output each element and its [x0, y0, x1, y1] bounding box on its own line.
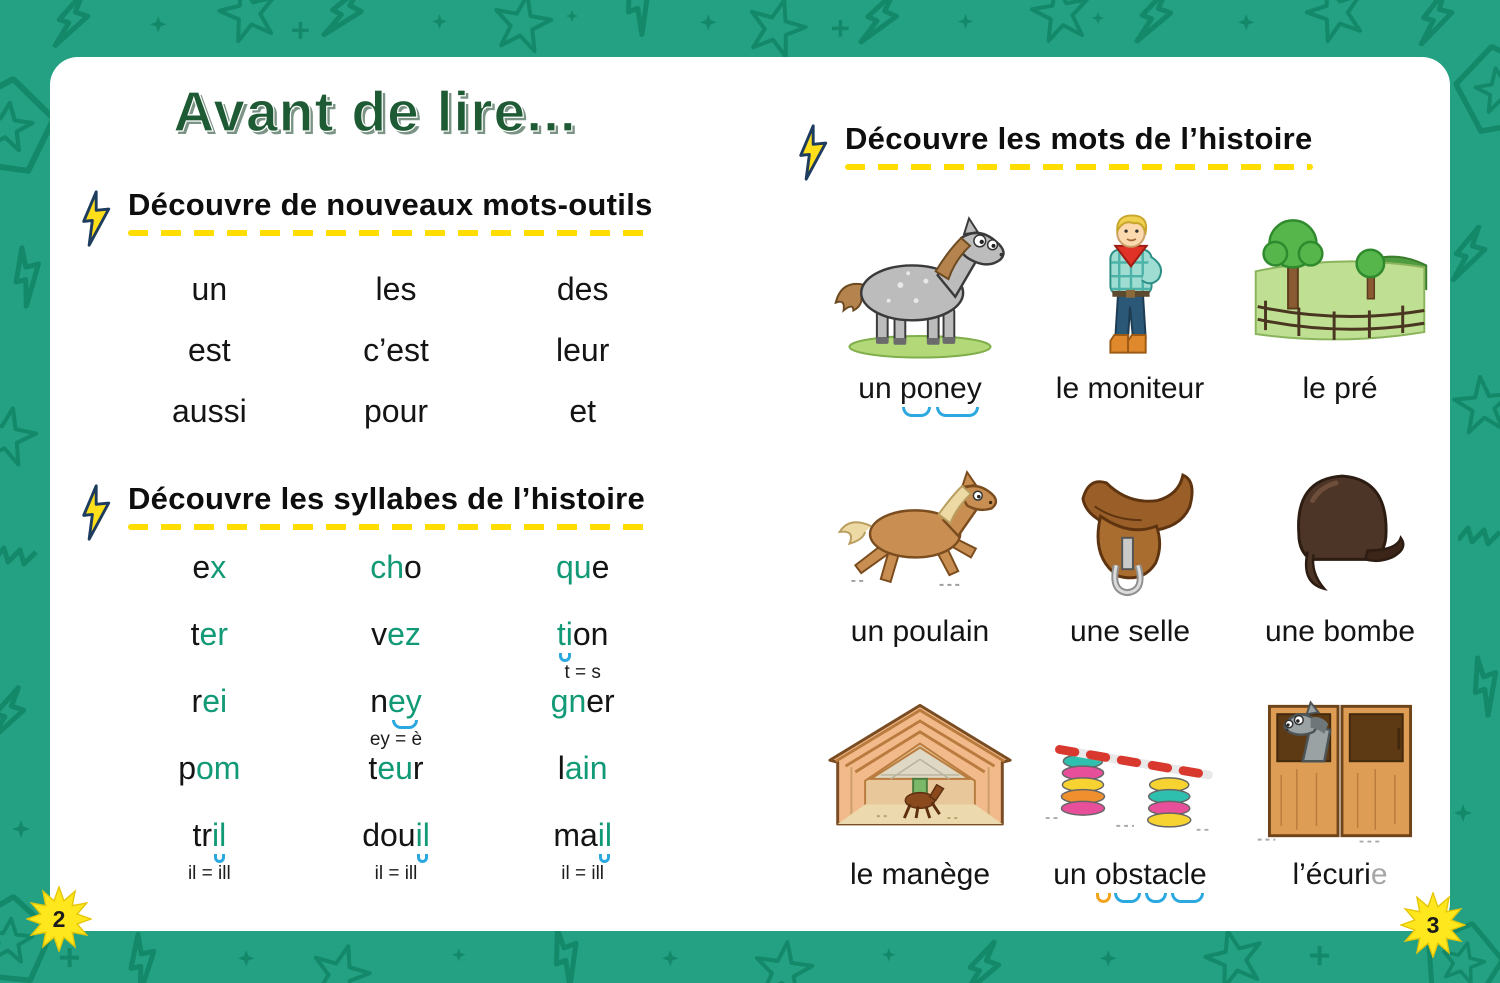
syllable: gner — [550, 683, 615, 719]
page-number-badge-left — [26, 886, 92, 952]
syllable-arc — [1145, 893, 1167, 903]
poulain-illustration — [822, 445, 1018, 613]
story-word-caption: le pré — [1302, 372, 1378, 405]
syllable: ney ey = è — [369, 683, 423, 750]
story-word-caption: une selle — [1069, 615, 1191, 648]
pre-illustration — [1242, 202, 1438, 370]
syllable: rei — [191, 683, 228, 719]
syllable: tril il = ill — [187, 817, 231, 884]
story-word-caption: l’écurie — [1292, 858, 1388, 891]
word-tool: un — [191, 271, 228, 307]
breve-mark — [599, 854, 610, 863]
syllable: mail il = ill — [553, 817, 612, 884]
syllable-arc — [936, 407, 979, 417]
syllable-note: ey = è — [369, 729, 423, 750]
word-tool: leur — [555, 332, 610, 368]
page-title: Avant de lire... — [173, 80, 577, 144]
section-heading-text: Découvre les syllabes de l’histoire — [128, 481, 646, 516]
syllable-note: il = ill — [187, 863, 231, 884]
breve-mark — [214, 854, 225, 863]
word-tool: c’est — [363, 332, 429, 368]
story-words-grid — [815, 173, 1445, 902]
story-word-card — [1025, 173, 1235, 416]
story-word-caption: un poulain — [850, 615, 990, 648]
story-word-card — [1025, 659, 1235, 902]
syllables-grid — [116, 549, 676, 884]
lightning-icon — [78, 483, 116, 543]
page-number: 2 — [52, 905, 66, 932]
word-tool: et — [569, 393, 596, 429]
obstacle-illustration — [1032, 688, 1228, 856]
section-heading-text: Découvre les mots de l’histoire — [845, 121, 1313, 156]
heading-underline — [845, 164, 1313, 170]
poney-illustration — [822, 202, 1018, 370]
story-word-caption: un o bs ta cle — [1053, 858, 1206, 902]
syllable-arc — [1114, 893, 1142, 903]
word-tool: les — [375, 271, 417, 307]
selle-illustration — [1032, 445, 1228, 613]
syllable: ex — [192, 549, 227, 585]
syllable: pom — [178, 750, 241, 786]
section-heading-text: Découvre de nouveaux mots-outils — [128, 187, 653, 222]
section-word-tools-heading — [78, 187, 653, 249]
story-word-card — [815, 173, 1025, 416]
syllable-note: il = ill — [561, 863, 605, 884]
syllable-arc — [1096, 893, 1111, 903]
word-tool: est — [187, 332, 231, 368]
word-tools-grid — [116, 271, 676, 433]
section-syllables-heading — [78, 481, 645, 543]
page-number-badge-right — [1400, 892, 1466, 958]
syllable: lain — [557, 750, 608, 786]
syllable: douil il = ill — [362, 817, 430, 884]
story-word-caption: le moniteur — [1055, 372, 1205, 405]
word-tool: des — [556, 271, 609, 307]
syllable-arc — [1171, 893, 1205, 903]
moniteur-illustration — [1032, 202, 1228, 370]
story-word-card — [1025, 416, 1235, 659]
syllable: cho — [370, 549, 422, 585]
story-word-caption: une bombe — [1264, 615, 1416, 648]
ecurie-illustration — [1242, 688, 1438, 856]
story-word-card — [1235, 173, 1445, 416]
story-word-card — [1235, 416, 1445, 659]
syllable: vez — [371, 616, 421, 652]
bombe-illustration — [1242, 445, 1438, 613]
syllable-note: t = s — [564, 662, 601, 683]
syllable-note: il = ill — [374, 863, 418, 884]
syllable: ter — [190, 616, 228, 652]
syllable: teur — [368, 750, 424, 786]
page-number: 3 — [1426, 911, 1440, 938]
book-spread — [50, 57, 1450, 931]
breve-mark — [417, 854, 428, 863]
syllable: que — [555, 549, 610, 585]
breve-mark — [392, 720, 418, 729]
story-word-card — [815, 416, 1025, 659]
word-tool: aussi — [171, 393, 247, 429]
syllable: ti on t = s — [556, 616, 609, 683]
lightning-icon — [78, 189, 116, 249]
story-word-caption: un po ney — [858, 372, 981, 416]
word-tool: pour — [363, 393, 429, 429]
heading-underline — [128, 230, 653, 236]
story-word-card — [1235, 659, 1445, 902]
story-word-card — [815, 659, 1025, 902]
story-word-caption: le manège — [849, 858, 991, 891]
manege-illustration — [822, 688, 1018, 856]
breve-mark — [559, 653, 571, 662]
heading-underline — [128, 524, 645, 530]
